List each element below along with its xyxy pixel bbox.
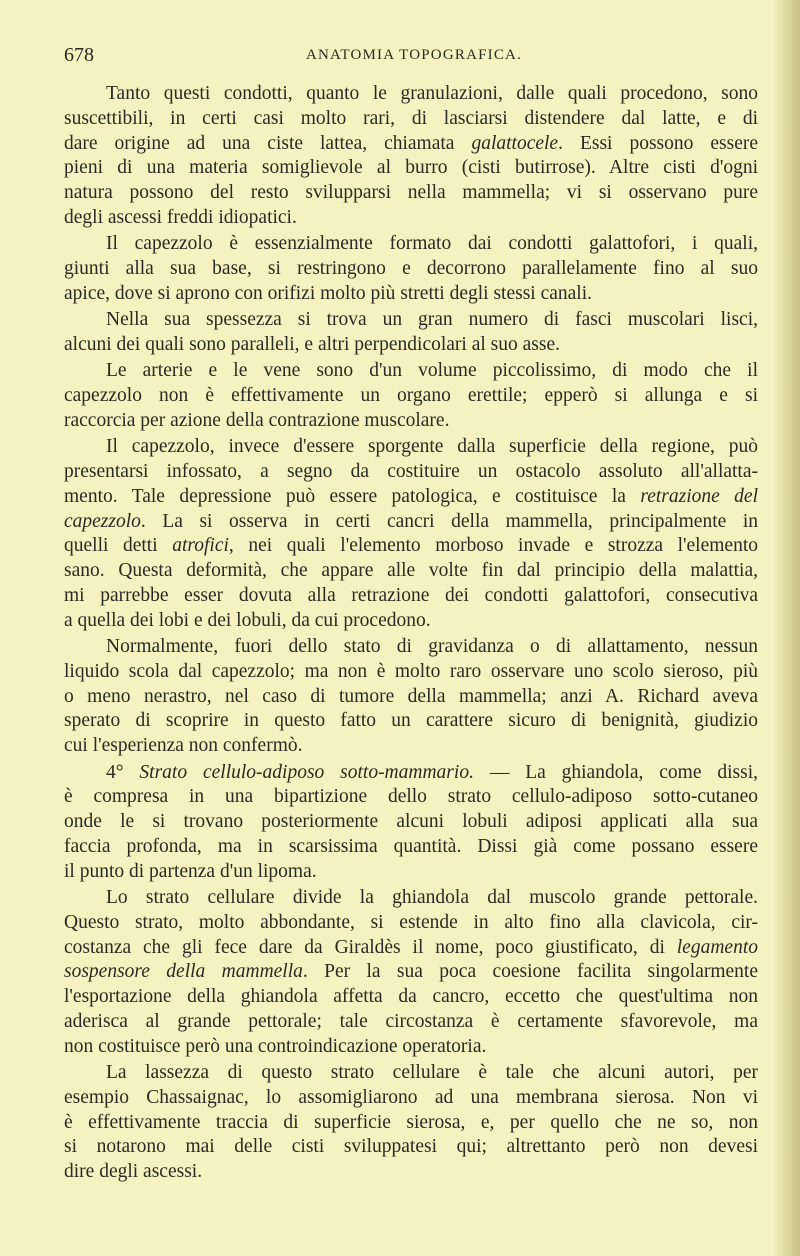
text-segment: o meno nerastro, nel caso di tumore della mammella; anzi A. Richard aveva xyxy=(64,685,758,707)
text-line xyxy=(64,1135,758,1160)
text-line xyxy=(64,1010,758,1035)
text-line xyxy=(64,232,758,257)
text-line xyxy=(64,785,758,810)
text-line xyxy=(64,485,758,510)
text-segment: onde le si trovano posteriormente alcuni lobuli adiposi applicati alla sua xyxy=(64,811,758,833)
italic-text: capezzolo xyxy=(64,510,141,532)
text-line xyxy=(64,308,758,333)
text-segment: mi parrebbe esser dovuta alla retrazione dei condotti galattofori, consecutiva xyxy=(64,584,758,606)
text-segment: suscettibili, in certi casi molto rari, di lasciarsi distendere dal latte, e di xyxy=(64,107,758,129)
text-line xyxy=(64,1035,758,1060)
text-line xyxy=(64,584,758,609)
italic-text: sospensore della mammella xyxy=(64,961,303,983)
paragraph xyxy=(64,82,758,231)
text-segment: a quella dei lobi e dei lobuli, da cui procedono. xyxy=(64,609,431,631)
text-segment: alcuni dei quali sono paralleli, e altri perpendicolari al suo asse. xyxy=(64,333,560,355)
italic-text: galattocele xyxy=(471,132,559,154)
text-segment: faccia profonda, ma in scarsissima quantità. Dissi già come possano essere xyxy=(64,835,758,857)
text-segment: sano. Questa deformità, che appare alle volte fin dal principio della malattia, xyxy=(64,560,758,582)
text-segment: Il capezzolo, invece d'essere sporgente dalla superficie della regione, può xyxy=(106,436,758,458)
text-line xyxy=(64,1160,758,1185)
page-edge xyxy=(774,0,800,1256)
text-line xyxy=(64,734,758,759)
paragraph xyxy=(64,635,758,759)
text-segment: apice, dove si aprono con orifizi molto più stretti degli stessi canali. xyxy=(64,282,592,304)
text-line xyxy=(64,534,758,559)
text-segment: Normalmente, fuori dello stato di gravidanza o di allattamento, nessun xyxy=(106,636,758,658)
text-segment: il punto di partenza d'un lipoma. xyxy=(64,860,317,882)
text-segment: quelli detti xyxy=(64,535,173,557)
text-line xyxy=(64,810,758,835)
text-segment: . Essi possono essere xyxy=(558,132,758,154)
text-line xyxy=(64,761,758,786)
text-line xyxy=(64,82,758,107)
text-line xyxy=(64,181,758,206)
text-segment: è effettivamente traccia di superficie sierosa, e, per quello che ne so, non xyxy=(64,1111,758,1133)
text-line xyxy=(64,1086,758,1111)
text-line xyxy=(64,835,758,860)
text-segment: capezzolo non è effettivamente un organo erettile; epperò si allunga e si xyxy=(64,385,758,407)
italic-text: retrazione del xyxy=(640,485,758,507)
text-line xyxy=(64,559,758,584)
text-line xyxy=(64,886,758,911)
text-line xyxy=(64,685,758,710)
page-body xyxy=(64,82,758,1187)
italic-text: atrofici xyxy=(172,535,229,557)
paragraph xyxy=(64,308,758,358)
text-line xyxy=(64,985,758,1010)
text-segment: cui l'esperienza non confermò. xyxy=(64,735,303,757)
text-line xyxy=(64,359,758,384)
text-segment: liquido scola dal capezzolo; ma non è molto raro osservare uno scolo sieroso, più xyxy=(64,660,758,682)
text-segment: si notarono mai delle cisti sviluppatesi qui; altrettanto però non devesi xyxy=(64,1136,758,1158)
text-line xyxy=(64,936,758,961)
text-line xyxy=(64,435,758,460)
paragraph xyxy=(64,435,758,633)
page-header xyxy=(64,44,764,70)
text-segment: . La si osserva in certi cancri della mammella, principalmente in xyxy=(140,510,758,532)
text-line xyxy=(64,660,758,685)
text-line xyxy=(64,282,758,307)
text-segment: Nella sua spessezza si trova un gran numero di fasci muscolari lisci, xyxy=(106,309,758,331)
text-line xyxy=(64,206,758,231)
paragraph xyxy=(64,761,758,885)
text-segment: , nei quali l'elemento morboso invade e strozza l'elemento xyxy=(228,535,758,557)
paragraph xyxy=(64,359,758,433)
text-segment: Lo strato cellulare divide la ghiandola dal muscolo grande pettorale. xyxy=(106,887,758,908)
italic-text: Strato cellulo-adiposo sotto-mammario. xyxy=(139,761,474,783)
text-line xyxy=(64,257,758,282)
text-segment: l'esportazione della ghiandola affetta da cancro, eccetto che quest'ultima non xyxy=(64,986,758,1008)
text-segment: presentarsi infossato, a segno da costituire un ostacolo assoluto all'allatta- xyxy=(64,460,758,482)
text-line xyxy=(64,384,758,409)
text-line xyxy=(64,860,758,885)
text-line xyxy=(64,911,758,936)
paragraph xyxy=(64,1061,758,1185)
text-segment: La lassezza di questo strato cellulare è tale che alcuni autori, per xyxy=(106,1062,758,1084)
text-segment: — La ghiandola, come dissi, xyxy=(473,761,758,783)
text-line xyxy=(64,156,758,181)
text-segment: sperato di scoprire in questo fatto un carattere sicuro di benignità, giudizio xyxy=(64,710,758,732)
text-segment: Il capezzolo è essenzialmente formato dai condotti galattofori, i quali, xyxy=(106,233,758,255)
text-line xyxy=(64,460,758,485)
text-segment: degli ascessi freddi idiopatici. xyxy=(64,206,297,228)
paragraph xyxy=(64,886,758,1060)
text-line xyxy=(64,107,758,132)
text-segment: Questo strato, molto abbondante, si estende in alto fino alla clavicola, cir- xyxy=(64,911,758,933)
text-segment: pieni di una materia somiglievole al burro (cisti butirrose). Altre cisti d'ogni xyxy=(64,157,758,179)
text-segment: Le arterie e le vene sono d'un volume piccolissimo, di modo che il xyxy=(106,360,758,382)
text-line xyxy=(64,960,758,985)
text-segment: è compresa in una bipartizione dello strato cellulo-adiposo sotto-cutaneo xyxy=(64,786,758,808)
text-segment: dire degli ascessi. xyxy=(64,1161,203,1183)
paragraph xyxy=(64,232,758,306)
text-segment: non costituisce però una controindicazione operatoria. xyxy=(64,1035,487,1057)
text-line xyxy=(64,635,758,660)
text-segment: 4° xyxy=(106,761,140,783)
text-line xyxy=(64,333,758,358)
text-segment: giunti alla sua base, si restringono e decorrono parallelamente fino al suo xyxy=(64,258,758,280)
text-segment: aderisca al grande pettorale; tale circostanza è certamente sfavorevole, ma xyxy=(64,1010,758,1032)
text-line xyxy=(64,1111,758,1136)
text-line xyxy=(64,709,758,734)
text-segment: dare origine ad una ciste lattea, chiamata xyxy=(64,132,472,154)
running-title: ANATOMIA TOPOGRAFICA. xyxy=(305,47,523,63)
text-segment: Tanto questi condotti, quanto le granulazioni, dalle quali procedono, sono xyxy=(106,83,758,104)
text-segment: esempio Chassaignac, lo assomigliarono ad una membrana sierosa. Non vi xyxy=(64,1086,758,1108)
text-line xyxy=(64,510,758,535)
page-number: 678 xyxy=(64,44,94,66)
text-segment: costanza che gli fece dare da Giraldès il nome, poco giustificato, di xyxy=(64,936,677,958)
text-segment: . Per la sua poca coesione facilita singolarmente xyxy=(302,961,758,983)
text-line xyxy=(64,609,758,634)
text-line xyxy=(64,409,758,434)
italic-text: legamento xyxy=(676,936,758,958)
text-segment: natura possono del resto svilupparsi nella mammella; vi si osservano pure xyxy=(64,182,758,204)
text-line xyxy=(64,132,758,157)
text-segment: mento. Tale depressione può essere patologica, e costituisce la xyxy=(64,485,641,507)
text-segment: raccorcia per azione della contrazione muscolare. xyxy=(64,409,450,431)
text-line xyxy=(64,1061,758,1086)
